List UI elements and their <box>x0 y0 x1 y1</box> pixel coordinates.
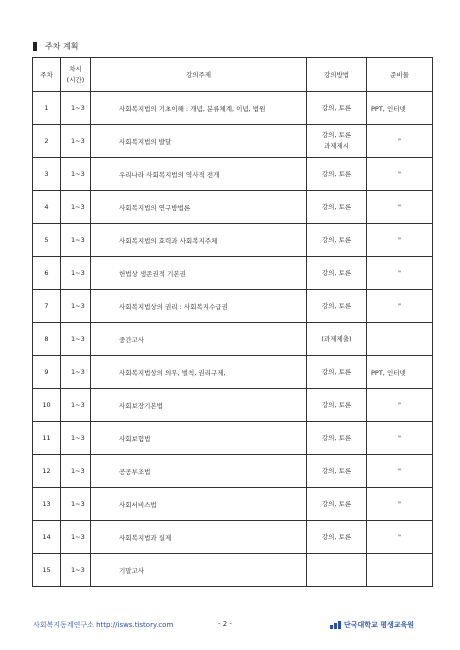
cell-hours: 1~3 <box>61 488 91 521</box>
cell-method <box>307 125 367 158</box>
cell-hours: 1~3 <box>61 323 91 356</box>
header-method: 강의방법 <box>307 58 367 92</box>
cell-method <box>307 422 367 455</box>
table-row <box>33 125 433 158</box>
cell-prep: " <box>367 224 433 257</box>
cell-hours: 1~3 <box>61 158 91 191</box>
header-hours <box>61 58 91 92</box>
cell-week: 1 <box>33 92 61 125</box>
method-line: 강의, 토론 <box>321 499 352 508</box>
cell-topic: 사회복지법의 효력과 사회복지주체 <box>91 224 307 257</box>
table-row <box>33 554 433 587</box>
cell-prep: " <box>367 191 433 224</box>
cell-prep <box>367 323 433 356</box>
header-topic: 강의주제 <box>91 58 307 92</box>
square-bullet-icon <box>33 42 37 51</box>
cell-topic: 우리나라 사회복지법의 역사적 전개 <box>91 158 307 191</box>
cell-week: 4 <box>33 191 61 224</box>
footer-source: 사회복지동계연구소 http://isws.tistory.com <box>33 621 174 629</box>
header-week: 주차 <box>33 58 61 92</box>
table-row <box>33 323 433 356</box>
cell-week: 15 <box>33 554 61 587</box>
cell-hours: 1~3 <box>61 521 91 554</box>
table-row <box>33 257 433 290</box>
cell-prep <box>367 554 433 587</box>
table-row <box>33 191 433 224</box>
cell-method <box>307 158 367 191</box>
cell-topic: 헌법상 생존권적 기본권 <box>91 257 307 290</box>
table-row <box>33 290 433 323</box>
cell-prep: PPT, 인터넷 <box>367 92 433 125</box>
table-row <box>33 521 433 554</box>
cell-week: 3 <box>33 158 61 191</box>
cell-prep: " <box>367 257 433 290</box>
method-line: 강의, 토론 <box>321 268 352 277</box>
cell-hours: 1~3 <box>61 191 91 224</box>
cell-method <box>307 521 367 554</box>
cell-hours: 1~3 <box>61 92 91 125</box>
cell-method <box>307 224 367 257</box>
table-row <box>33 488 433 521</box>
header-hours-line2: (시간) <box>66 75 85 84</box>
cell-prep: " <box>367 455 433 488</box>
cell-week: 5 <box>33 224 61 257</box>
cell-topic: 사회복지법의 기초이해 : 개념, 분류체계, 이념, 법원 <box>91 92 307 125</box>
table-header-row <box>33 58 433 92</box>
cell-hours: 1~3 <box>61 455 91 488</box>
cell-method <box>307 92 367 125</box>
cell-prep: " <box>367 521 433 554</box>
cell-topic: 공공부조법 <box>91 455 307 488</box>
cell-method <box>307 323 367 356</box>
method-line: 강의, 토론 <box>321 103 352 112</box>
cell-prep: " <box>367 488 433 521</box>
cell-hours: 1~3 <box>61 224 91 257</box>
table-row <box>33 356 433 389</box>
cell-topic: 사회복지법의 연구방법론 <box>91 191 307 224</box>
cell-prep: " <box>367 158 433 191</box>
cell-week: 8 <box>33 323 61 356</box>
table-row <box>33 224 433 257</box>
cell-topic: 기말고사 <box>91 554 307 587</box>
cell-week: 2 <box>33 125 61 158</box>
cell-prep: " <box>367 125 433 158</box>
method-line: 강의, 토론 <box>321 235 352 244</box>
cell-method <box>307 356 367 389</box>
cell-hours: 1~3 <box>61 554 91 587</box>
cell-week: 9 <box>33 356 61 389</box>
page-number: - 2 - <box>218 620 232 628</box>
cell-hours: 1~3 <box>61 356 91 389</box>
cell-topic: 사회보험법 <box>91 422 307 455</box>
section-title-text: 주차 계획 <box>45 42 79 51</box>
cell-hours: 1~3 <box>61 389 91 422</box>
table-body <box>33 92 433 587</box>
method-line: 강의, 토론 <box>321 400 352 409</box>
cell-method <box>307 257 367 290</box>
cell-method <box>307 554 367 587</box>
method-line: 강의, 토론 <box>321 367 352 376</box>
cell-hours: 1~3 <box>61 290 91 323</box>
cell-method <box>307 290 367 323</box>
cell-week: 7 <box>33 290 61 323</box>
cell-week: 14 <box>33 521 61 554</box>
method-line: (과제제출) <box>321 334 352 343</box>
weekly-plan-table <box>32 57 433 587</box>
cell-hours: 1~3 <box>61 257 91 290</box>
table-row <box>33 92 433 125</box>
cell-method <box>307 488 367 521</box>
cell-method <box>307 455 367 488</box>
cell-week: 11 <box>33 422 61 455</box>
footer-institution-name: 단국대학교 평생교육원 <box>344 621 415 629</box>
method-line: 강의, 토론 <box>321 532 352 541</box>
method-line: 과제제시 <box>323 142 350 150</box>
header-hours-line1: 차시 <box>69 64 82 73</box>
cell-hours: 1~3 <box>61 125 91 158</box>
table-row <box>33 455 433 488</box>
cell-method <box>307 191 367 224</box>
method-line: 강의, 토론 <box>321 301 352 310</box>
table-row <box>33 422 433 455</box>
cell-prep: " <box>367 290 433 323</box>
cell-prep: " <box>367 422 433 455</box>
cell-topic: 사회복지법의 발달 <box>91 125 307 158</box>
cell-week: 10 <box>33 389 61 422</box>
cell-topic: 사회보장기본법 <box>91 389 307 422</box>
cell-method <box>307 389 367 422</box>
header-prep: 준비물 <box>367 58 433 92</box>
institution-logo-icon <box>330 621 341 629</box>
cell-hours: 1~3 <box>61 422 91 455</box>
page-footer <box>0 620 460 634</box>
cell-prep: PPT, 인터넷 <box>367 356 433 389</box>
table-row <box>33 389 433 422</box>
method-line: 강의, 토론 <box>321 466 352 475</box>
cell-topic: 사회복지법상의 의무, 벌칙, 권리구제, <box>91 356 307 389</box>
method-line: 강의, 토론 <box>321 202 352 211</box>
cell-topic: 사회복지법상의 권리 : 사회복지수급권 <box>91 290 307 323</box>
cell-topic: 사회복지법과 실제 <box>91 521 307 554</box>
cell-week: 13 <box>33 488 61 521</box>
section-title <box>33 41 78 52</box>
method-line: 강의, 토론 <box>321 433 352 442</box>
table-row <box>33 158 433 191</box>
cell-topic: 사회서비스법 <box>91 488 307 521</box>
footer-institution <box>330 620 414 630</box>
method-line: 강의, 토론 <box>321 131 352 139</box>
cell-week: 12 <box>33 455 61 488</box>
cell-week: 6 <box>33 257 61 290</box>
cell-topic: 중간고사 <box>91 323 307 356</box>
cell-prep: " <box>367 389 433 422</box>
method-line: 강의, 토론 <box>321 169 352 178</box>
